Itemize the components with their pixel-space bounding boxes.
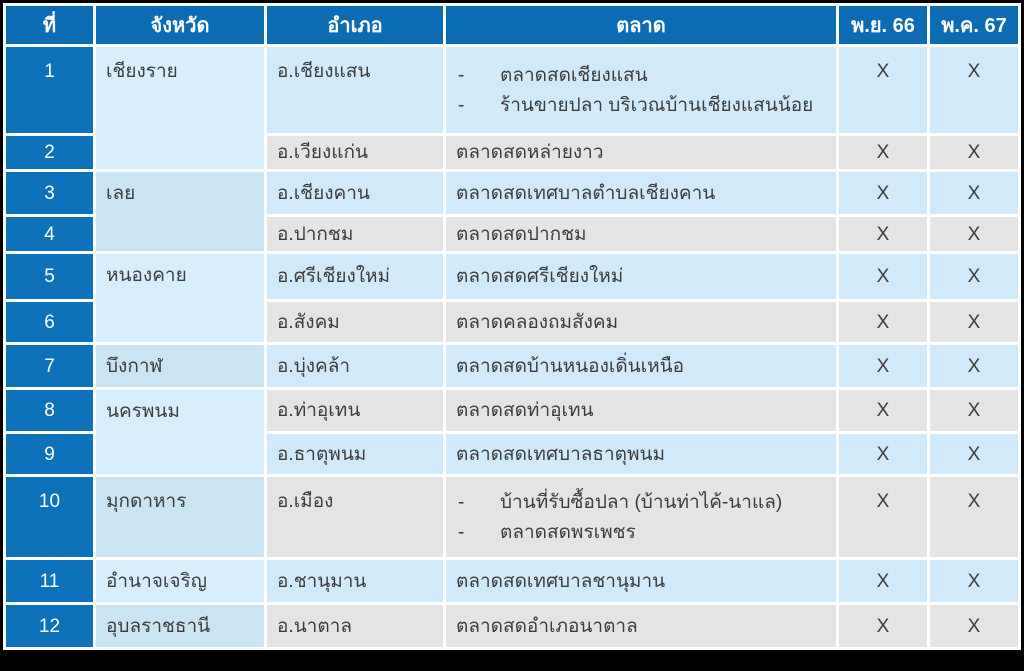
market-name: ตลาดสดพรเพชร (500, 521, 636, 543)
row-number: 8 (6, 390, 93, 431)
bullet-dash: - (458, 521, 465, 543)
market-cell: ตลาดคลองถมสังคม (446, 302, 836, 342)
may67-mark: X (930, 345, 1018, 387)
bullet-dash: - (458, 94, 465, 116)
district-cell: อ.ท่าอุเทน (267, 390, 443, 431)
table-row (6, 172, 1018, 214)
market-cell: ตลาดสดศรีเชียงใหม่ (446, 254, 836, 299)
row-number: 12 (6, 605, 93, 647)
district-cell: อ.เมือง (267, 477, 443, 557)
market-list-item (456, 491, 832, 514)
col-header-may67: พ.ค. 67 (930, 6, 1018, 44)
district-cell: อ.ธาตุพนม (267, 434, 443, 474)
province-cell: เลย (96, 172, 264, 251)
district-cell: อ.บุ่งคล้า (267, 345, 443, 387)
table-row (6, 390, 1018, 431)
nov66-mark: X (839, 302, 927, 342)
market-cell (446, 47, 836, 133)
markets-table (3, 3, 1021, 650)
may67-mark: X (930, 47, 1018, 133)
market-name: ร้านขายปลา บริเวณบ้านเชียงแสนน้อย (500, 94, 814, 116)
nov66-mark: X (839, 47, 927, 133)
nov66-mark: X (839, 345, 927, 387)
market-list-item (456, 94, 832, 117)
province-cell: บึงกาฬ (96, 345, 264, 387)
district-cell: อ.ศรีเชียงใหม่ (267, 254, 443, 299)
nov66-mark: X (839, 390, 927, 431)
table-row (6, 560, 1018, 602)
nov66-mark: X (839, 136, 927, 169)
province-cell: หนองคาย (96, 254, 264, 342)
may67-mark: X (930, 390, 1018, 431)
province-cell: อุบลราชธานี (96, 605, 264, 647)
col-header-market: ตลาด (446, 6, 836, 44)
may67-mark: X (930, 560, 1018, 602)
table-row (6, 47, 1018, 133)
col-header-nov66: พ.ย. 66 (839, 6, 927, 44)
province-cell: มุกดาหาร (96, 477, 264, 557)
province-cell: นครพนม (96, 390, 264, 474)
market-cell: ตลาดสดบ้านหนองเดิ่นเหนือ (446, 345, 836, 387)
row-number: 9 (6, 434, 93, 474)
may67-mark: X (930, 434, 1018, 474)
province-cell: เชียงราย (96, 47, 264, 169)
row-number: 3 (6, 172, 93, 214)
district-cell: อ.เชียงคาน (267, 172, 443, 214)
market-cell: ตลาดสดเทศบาลชานุมาน (446, 560, 836, 602)
table-row (6, 254, 1018, 299)
table-row (6, 477, 1018, 557)
row-number: 10 (6, 477, 93, 557)
market-cell (446, 477, 836, 557)
district-cell: อ.สังคม (267, 302, 443, 342)
col-header-no: ที่ (6, 6, 93, 44)
market-cell: ตลาดสดอำเภอนาตาล (446, 605, 836, 647)
market-cell: ตลาดสดปากชม (446, 217, 836, 251)
market-cell: ตลาดสดเทศบาลตำบลเชียงคาน (446, 172, 836, 214)
row-number: 7 (6, 345, 93, 387)
market-list-item (456, 64, 832, 87)
row-number: 6 (6, 302, 93, 342)
may67-mark: X (930, 605, 1018, 647)
may67-mark: X (930, 217, 1018, 251)
row-number: 4 (6, 217, 93, 251)
nov66-mark: X (839, 217, 927, 251)
may67-mark: X (930, 254, 1018, 299)
col-header-district: อำเภอ (267, 6, 443, 44)
nov66-mark: X (839, 477, 927, 557)
nov66-mark: X (839, 254, 927, 299)
nov66-mark: X (839, 605, 927, 647)
bullet-dash: - (458, 491, 465, 513)
col-header-province: จังหวัด (96, 6, 264, 44)
table-header-row (6, 6, 1018, 44)
market-name: บ้านที่รับซื้อปลา (บ้านท่าไค้-นาแล) (500, 491, 783, 513)
nov66-mark: X (839, 172, 927, 214)
nov66-mark: X (839, 434, 927, 474)
row-number: 1 (6, 47, 93, 133)
may67-mark: X (930, 302, 1018, 342)
table-row (6, 345, 1018, 387)
row-number: 5 (6, 254, 93, 299)
bullet-dash: - (458, 64, 465, 86)
district-cell: อ.เวียงแก่น (267, 136, 443, 169)
market-cell: ตลาดสดเทศบาลธาตุพนม (446, 434, 836, 474)
table-row (6, 605, 1018, 647)
row-number: 11 (6, 560, 93, 602)
district-cell: อ.นาตาล (267, 605, 443, 647)
district-cell: อ.เชียงแสน (267, 47, 443, 133)
district-cell: อ.ชานุมาน (267, 560, 443, 602)
nov66-mark: X (839, 560, 927, 602)
may67-mark: X (930, 172, 1018, 214)
row-number: 2 (6, 136, 93, 169)
may67-mark: X (930, 136, 1018, 169)
market-name: ตลาดสดเชียงแสน (500, 64, 648, 86)
market-cell: ตลาดสดท่าอุเทน (446, 390, 836, 431)
province-cell: อำนาจเจริญ (96, 560, 264, 602)
market-list-item (456, 521, 832, 544)
district-cell: อ.ปากชม (267, 217, 443, 251)
market-cell: ตลาดสดหล่ายงาว (446, 136, 836, 169)
may67-mark: X (930, 477, 1018, 557)
